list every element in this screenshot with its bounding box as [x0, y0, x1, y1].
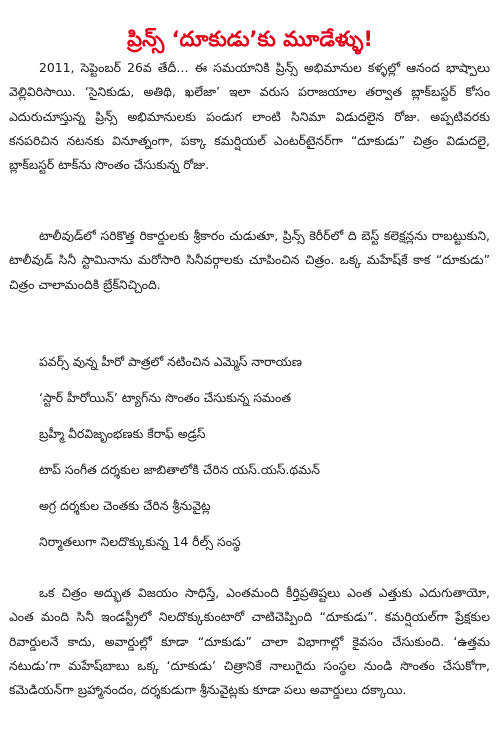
article-paragraph-3: ఒక చిత్రం అద్భుత విజయం సాధిస్తే, ఎంతమంది కీర్తిప్రతిష్టలు ఎంత ఎత్తుకు ఎదుగుతాయో, ఎంత మంది సినీ ఇండస్ట్రీలో నిలదొక్కుకుంటారో చాటిచెప్పింది “దూకుడు”. కమర్షియల్‌గా ప్రేక్షకుల రివార్డులనే కాదు, అవార్డుల్లో కూడా “దూకుడు” చాలా విభాగాల్లో కైవసం చేసుకుంది. ‘ఉత్తమ నటుడు’గా మహేష్‌బాబు ఒక్క ‘దూకుడు’ చిత్రానికే నాలుగైదు సంస్థల నుండి సొంతం చేసుకోగా, కమెడియన్‌గా బ్రహ్మానందం, దర్శకుడుగా శ్రీనువైట్లకు కూడా పలు అవార్డులు దక్కాయి. [9, 585, 490, 698]
article-title: ప్రిన్స్ ‘దూకుడు’కు మూడేళ్ళు! [127, 27, 373, 52]
list-item: టాప్ సంగీత దర్శకుల జాబితాలోకి చేరిన యస్.యస్.థమన్ [39, 462, 320, 477]
list-item: పవర్స్ వున్న హీరో పాత్రలో నటించిన ఎమ్మెస్ నారాయణ [39, 354, 302, 369]
list-item: ‘స్టార్ హీరోయిన్’ ట్యాగ్‌ను సొంతం చేసుకున్న సమంత [39, 390, 291, 405]
list-item: అగ్ర దర్శకుల చెంతకు చేరిన శ్రీనువైట్ల [39, 498, 211, 513]
article-paragraph-1: 2011, సెప్టెంబర్ 26వ తేదీ… ఈ సమయానికి ప్రిన్స్ అభిమానుల కళ్ళల్లో ఆనంద భాష్పాలు వెల్లివిరిసాయి. ‘సైనికుడు, అతిథి, ఖలేజా’ ఇలా వరుస పరాజయాల తర్వాత బ్లాక్‌బస్టర్ కోసం ఎదురుచూస్తున్న ప్రిన్స్ అభిమానులకు పండుగ లాంటి సినిమా విడుదలైన రోజు. అప్పటివరకు కనపరిచిన నటనకు వినూత్నంగా, పక్కా కమర్షియల్ ఎంటర్‌టైనర్‌గా “దూకుడు” చిత్రం విడుదలై, బ్లాక్‌బస్టర్ టాక్‌ను సొంతం చేసుకున్న రోజు. [9, 60, 490, 173]
list-item: నిర్మాతలుగా నిలదొక్కుకున్న 14 రీల్స్ సంస్థ [39, 534, 241, 549]
list-item: బ్రహ్మీ వీరవిజృంభణకు కేరాఫ్ అడ్రస్ [39, 426, 206, 441]
article-paragraph-2: టాలీవుడ్‌లో సరికొత్త రికార్డులకు శ్రీకారం చుడుతూ, ప్రిన్స్ కెరీర్‌లో ది బెస్ట్ కలెక్షన్లను రాబట్టుకుని, టాలీవుడ్ సినీ స్టామినాను మరోసారి సినీవర్గాలకు చూపించిన చిత్రం. ఒక్క మహేష్‌కే కాక “దూకుడు” చిత్రం చాలామందికి బ్రేక్‌నిచ్చింది. [9, 228, 490, 292]
